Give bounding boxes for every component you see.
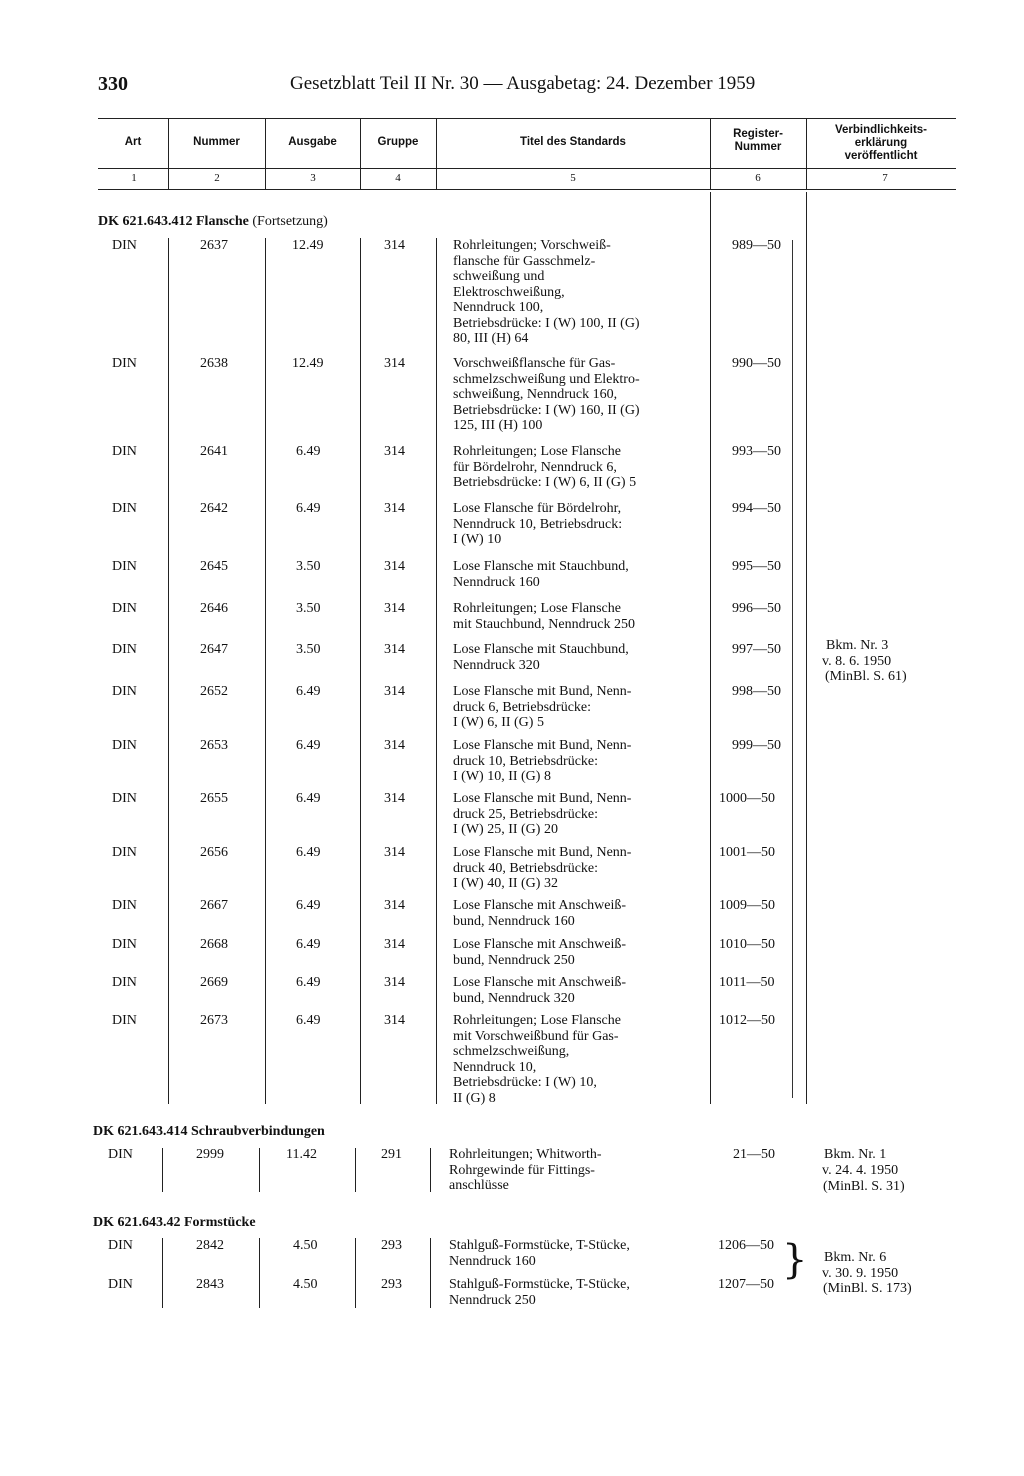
- cell-art: DIN: [112, 937, 137, 952]
- sec2-col-sep-2: [259, 1148, 260, 1192]
- cell-gruppe: 291: [381, 1147, 402, 1162]
- sec3-col-sep-4: [430, 1238, 431, 1308]
- cell-nummer: 2655: [200, 791, 228, 806]
- cell-titel: Lose Flansche mit Anschweiß- bund, Nenndruck 320: [453, 975, 627, 1006]
- section-heading-formstuecke: [93, 1215, 256, 1231]
- group-brace: }: [782, 1237, 808, 1283]
- cell-ausgabe: 11.42: [286, 1147, 317, 1162]
- cell-register: 995—50: [732, 559, 781, 574]
- section-name: Schraubverbindungen: [191, 1124, 325, 1139]
- body-col-sep-1: [168, 238, 169, 1104]
- cell-ausgabe: 6.49: [296, 937, 321, 952]
- cell-art: DIN: [112, 684, 137, 699]
- cell-titel: Rohrleitungen; Lose Flansche für Bördelrohr, Nenndruck 6, Betriebsdrücke: I (W) 6, II (G) 5: [453, 444, 637, 490]
- cell-titel: Lose Flansche mit Stauchbund, Nenndruck 160: [453, 559, 629, 590]
- table-header-rule: [98, 168, 956, 169]
- colhead-titel: Titel des Standards: [520, 136, 626, 148]
- section-code: DK 621.643.412: [98, 214, 193, 229]
- body-col-sep-6: [806, 192, 807, 1104]
- cell-titel: Lose Flansche mit Bund, Nenn- druck 25, Betriebsdrücke: I (W) 25, II (G) 20: [453, 791, 632, 837]
- cell-nummer: 2669: [200, 975, 228, 990]
- cell-nummer: 2668: [200, 937, 228, 952]
- page-number: 330: [98, 73, 128, 95]
- colhead-ausgabe: Ausgabe: [288, 136, 337, 148]
- cell-art: DIN: [112, 642, 137, 657]
- colnum-5: 5: [570, 172, 576, 184]
- cell-register: 998—50: [732, 684, 781, 699]
- cell-ausgabe: 3.50: [296, 601, 321, 616]
- reference-line-1: Bkm. Nr. 6: [824, 1250, 887, 1265]
- body-col-sep-4: [436, 238, 437, 1104]
- cell-titel: Lose Flansche für Bördelrohr, Nenndruck 10, Betriebsdruck: I (W) 10: [453, 501, 623, 547]
- section-heading-flansche: [98, 214, 328, 230]
- reference-line-1: Bkm. Nr. 1: [824, 1147, 887, 1162]
- colnum-1: 1: [131, 172, 137, 184]
- cell-nummer: 2842: [196, 1238, 224, 1253]
- cell-gruppe: 314: [384, 845, 405, 860]
- cell-register: 1010—50: [719, 937, 775, 952]
- cell-gruppe: 314: [384, 975, 405, 990]
- col-sep-2: [265, 118, 266, 189]
- cell-nummer: 2641: [200, 444, 228, 459]
- cell-art: DIN: [112, 975, 137, 990]
- cell-nummer: 2843: [196, 1277, 224, 1292]
- cell-titel: Stahlguß-Formstücke, T-Stücke, Nenndruck 160: [449, 1238, 630, 1269]
- cell-register: 996—50: [732, 601, 781, 616]
- col-sep-4: [436, 118, 437, 189]
- sec2-col-sep-1: [162, 1148, 163, 1192]
- cell-ausgabe: 4.50: [293, 1238, 318, 1253]
- cell-register: 994—50: [732, 501, 781, 516]
- cell-gruppe: 314: [384, 738, 405, 753]
- cell-ausgabe: 4.50: [293, 1277, 318, 1292]
- cell-nummer: 2638: [200, 356, 228, 371]
- cell-art: DIN: [112, 444, 137, 459]
- table-top-rule: [98, 118, 956, 119]
- cell-ausgabe: 6.49: [296, 975, 321, 990]
- sec2-col-sep-4: [430, 1148, 431, 1192]
- cell-art: DIN: [112, 898, 137, 913]
- cell-titel: Rohrleitungen; Lose Flansche mit Vorschweißbund für Gas- schmelzschweißung, Nenndruck 10, Betriebsdrücke: I (W) 10, II (G) 8: [453, 1013, 621, 1106]
- cell-titel: Stahlguß-Formstücke, T-Stücke, Nenndruck 250: [449, 1277, 630, 1308]
- body-col-sep-2: [265, 238, 266, 1104]
- cell-ausgabe: 6.49: [296, 791, 321, 806]
- cell-nummer: 2673: [200, 1013, 228, 1028]
- cell-titel: Rohrleitungen; Vorschweiß- flansche für Gasschmelz- schweißung und Elektroschweißung, Nenndruck 100, Betriebsdrücke: I (W) 100, II (G) 80, III (H) 64: [453, 238, 640, 346]
- section-name: Flansche: [196, 214, 249, 229]
- cell-nummer: 2642: [200, 501, 228, 516]
- cell-nummer: 2653: [200, 738, 228, 753]
- cell-titel: Lose Flansche mit Anschweiß- bund, Nenndruck 250: [453, 937, 627, 968]
- cell-register: 21—50: [733, 1147, 775, 1162]
- cell-register: 1012—50: [719, 1013, 775, 1028]
- section-code: DK 621.643.414: [93, 1124, 188, 1139]
- cell-gruppe: 314: [384, 642, 405, 657]
- cell-ausgabe: 6.49: [296, 684, 321, 699]
- cell-gruppe: 314: [384, 1013, 405, 1028]
- cell-titel: Lose Flansche mit Bund, Nenn- druck 6, Betriebsdrücke: I (W) 6, II (G) 5: [453, 684, 632, 730]
- cell-nummer: 2656: [200, 845, 228, 860]
- reference-line-2: v. 30. 9. 1950: [822, 1266, 899, 1281]
- cell-titel: Lose Flansche mit Bund, Nenn- druck 40, Betriebsdrücke: I (W) 40, II (G) 32: [453, 845, 632, 891]
- cell-gruppe: 314: [384, 898, 405, 913]
- cell-art: DIN: [112, 559, 137, 574]
- colnum-4: 4: [395, 172, 401, 184]
- section-note: (Fortsetzung): [252, 214, 328, 229]
- sec3-col-sep-3: [355, 1238, 356, 1308]
- cell-gruppe: 314: [384, 444, 405, 459]
- cell-register: 1009—50: [719, 898, 775, 913]
- cell-titel: Lose Flansche mit Stauchbund, Nenndruck 320: [453, 642, 629, 673]
- reference-line-3: (MinBl. S. 61): [825, 669, 907, 684]
- cell-register: 1011—50: [719, 975, 775, 990]
- cell-titel: Lose Flansche mit Bund, Nenn- druck 10, Betriebsdrücke: I (W) 10, II (G) 8: [453, 738, 632, 784]
- cell-art: DIN: [112, 791, 137, 806]
- section-name: Formstücke: [184, 1215, 256, 1230]
- body-col-sep-3: [360, 238, 361, 1104]
- cell-register: 989—50: [732, 238, 781, 253]
- cell-register: 1206—50: [718, 1238, 774, 1253]
- cell-art: DIN: [112, 501, 137, 516]
- cell-ausgabe: 6.49: [296, 1013, 321, 1028]
- cell-register: 993—50: [732, 444, 781, 459]
- cell-titel: Vorschweißflansche für Gas- schmelzschweißung und Elektro- schweißung, Nenndruck 160, Betriebsdrücke: I (W) 160, II (G) 125, III (H) 100: [453, 356, 640, 433]
- cell-art: DIN: [112, 238, 137, 253]
- cell-ausgabe: 6.49: [296, 898, 321, 913]
- cell-ausgabe: 6.49: [296, 501, 321, 516]
- section-heading-schraubverbindungen: [93, 1124, 325, 1140]
- cell-nummer: 2637: [200, 238, 228, 253]
- cell-register: 999—50: [732, 738, 781, 753]
- cell-nummer: 2645: [200, 559, 228, 574]
- cell-ausgabe: 3.50: [296, 642, 321, 657]
- colnum-3: 3: [310, 172, 316, 184]
- cell-art: DIN: [112, 845, 137, 860]
- cell-art: DIN: [108, 1238, 133, 1253]
- cell-ausgabe: 3.50: [296, 559, 321, 574]
- cell-nummer: 2667: [200, 898, 228, 913]
- cell-art: DIN: [112, 356, 137, 371]
- sec2-col-sep-3: [355, 1148, 356, 1192]
- gazette-header-title: Gesetzblatt Teil II Nr. 30 — Ausgabetag: 24. Dezember 1959: [290, 73, 756, 94]
- cell-gruppe: 314: [384, 501, 405, 516]
- reference-line-3: (MinBl. S. 173): [823, 1281, 912, 1296]
- table-number-rule: [98, 189, 956, 190]
- colnum-2: 2: [214, 172, 220, 184]
- group-bracket-line: [792, 240, 793, 1098]
- cell-gruppe: 314: [384, 238, 405, 253]
- reference-line-3: (MinBl. S. 31): [823, 1179, 905, 1194]
- cell-gruppe: 314: [384, 791, 405, 806]
- cell-nummer: 2999: [196, 1147, 224, 1162]
- cell-ausgabe: 6.49: [296, 738, 321, 753]
- colhead-art: Art: [124, 136, 142, 148]
- cell-nummer: 2646: [200, 601, 228, 616]
- cell-titel: Rohrleitungen; Whitworth- Rohrgewinde für Fittings- anschlüsse: [449, 1147, 602, 1193]
- cell-ausgabe: 6.49: [296, 444, 321, 459]
- cell-nummer: 2647: [200, 642, 228, 657]
- cell-gruppe: 314: [384, 937, 405, 952]
- colhead-nummer: Nummer: [193, 136, 240, 148]
- cell-gruppe: 314: [384, 559, 405, 574]
- cell-ausgabe: 12.49: [292, 238, 324, 253]
- section-code: DK 621.643.42: [93, 1215, 181, 1230]
- col-sep-1: [168, 118, 169, 189]
- cell-nummer: 2652: [200, 684, 228, 699]
- cell-art: DIN: [108, 1147, 133, 1162]
- cell-art: DIN: [112, 601, 137, 616]
- colhead-gruppe: Gruppe: [377, 136, 419, 148]
- cell-gruppe: 314: [384, 356, 405, 371]
- sec3-col-sep-1: [162, 1238, 163, 1308]
- reference-line-2: v. 8. 6. 1950: [822, 654, 892, 669]
- colhead-register: Register- Nummer: [733, 128, 783, 153]
- col-sep-3: [360, 118, 361, 189]
- cell-art: DIN: [112, 738, 137, 753]
- cell-gruppe: 293: [381, 1238, 402, 1253]
- reference-line-2: v. 24. 4. 1950: [822, 1163, 899, 1178]
- cell-register: 990—50: [732, 356, 781, 371]
- cell-ausgabe: 6.49: [296, 845, 321, 860]
- cell-register: 1000—50: [719, 791, 775, 806]
- cell-gruppe: 314: [384, 684, 405, 699]
- cell-art: DIN: [112, 1013, 137, 1028]
- cell-art: DIN: [108, 1277, 133, 1292]
- cell-ausgabe: 12.49: [292, 356, 324, 371]
- colnum-7: 7: [882, 172, 888, 184]
- reference-line-1: Bkm. Nr. 3: [826, 638, 889, 653]
- cell-gruppe: 293: [381, 1277, 402, 1292]
- body-col-sep-5: [710, 192, 711, 1104]
- colhead-verbindlichkeit: Verbindlichkeits- erklärung veröffentlicht: [834, 124, 928, 162]
- cell-titel: Lose Flansche mit Anschweiß- bund, Nenndruck 160: [453, 898, 627, 929]
- cell-register: 1207—50: [718, 1277, 774, 1292]
- sec3-col-sep-2: [259, 1238, 260, 1308]
- cell-gruppe: 314: [384, 601, 405, 616]
- colnum-6: 6: [755, 172, 761, 184]
- cell-register: 1001—50: [719, 845, 775, 860]
- cell-register: 997—50: [732, 642, 781, 657]
- cell-titel: Rohrleitungen; Lose Flansche mit Stauchbund, Nenndruck 250: [453, 601, 635, 632]
